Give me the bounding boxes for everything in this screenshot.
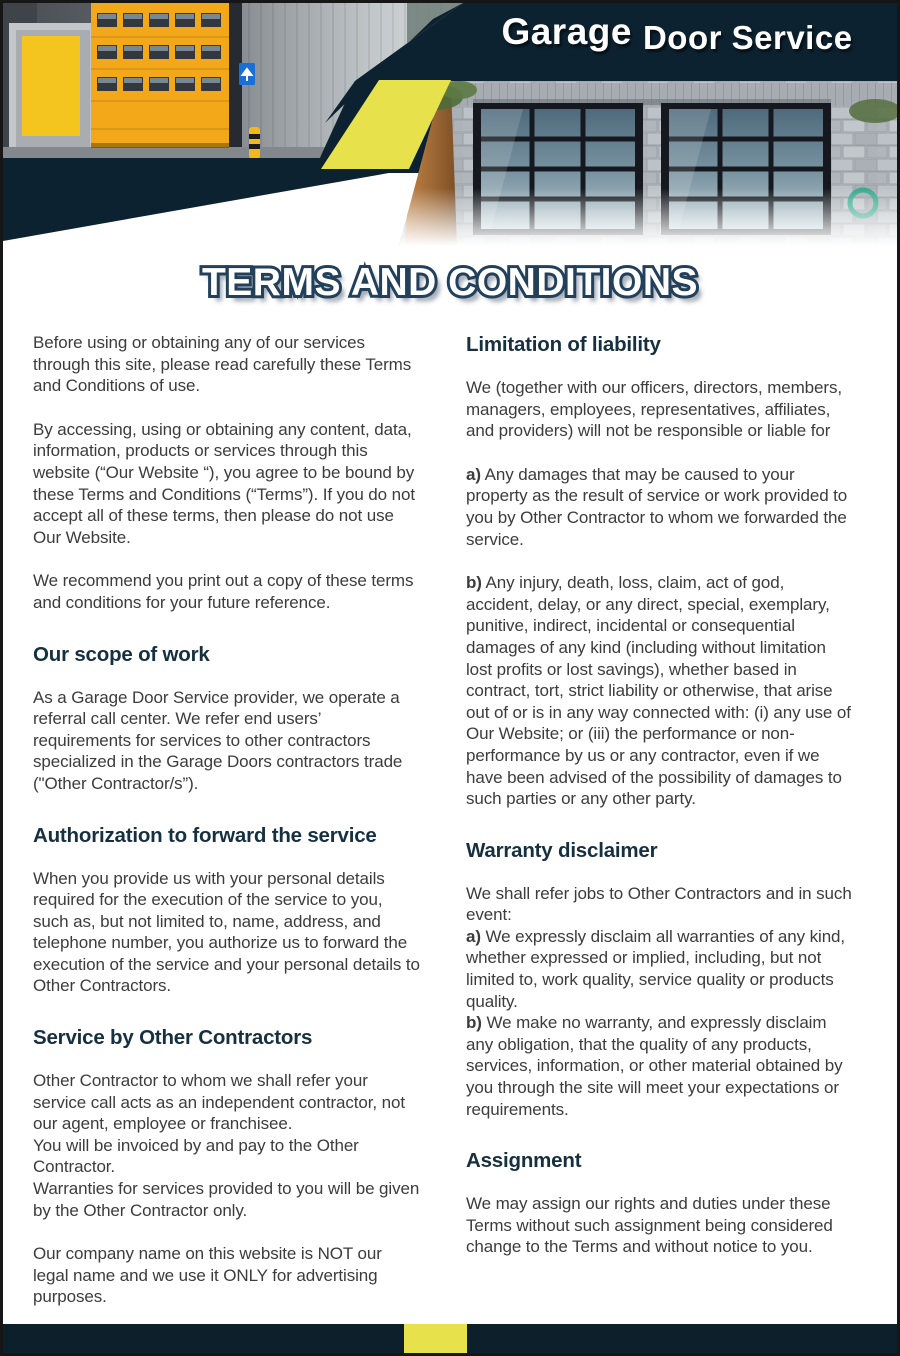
section-heading: Authorization to forward the service	[33, 823, 377, 847]
body-paragraph: We recommend you print out a copy of these terms and conditions for your future reference.	[33, 571, 414, 612]
footer-yellow-accent	[404, 1324, 467, 1353]
residential-garage-photo	[399, 81, 897, 246]
left-column	[33, 332, 420, 1330]
section-heading: Assignment	[466, 1149, 582, 1173]
section-heading: Warranty disclaimer	[466, 838, 658, 862]
header-banner	[3, 3, 897, 246]
section-heading: Service by Other Contractors	[33, 1026, 313, 1050]
section-heading: Limitation of liability	[466, 333, 661, 356]
body-paragraph: a) Any damages that may be caused to your property as the result of service or work provided to you by Other Contractor to whom we forwarded the service.	[466, 464, 848, 549]
body-paragraph: Our company name on this website is NOT our legal name and we use it ONLY for advertising purposes.	[33, 1244, 382, 1307]
brand-title	[465, 11, 889, 77]
footer-bar	[3, 1324, 897, 1353]
body-paragraph: As a Garage Door Service provider, we operate a referral call center. We refer end users’ requirements for services to other contractors specialized in the Garage Doors contractors trade ("Other Contractor/s”).	[33, 687, 403, 793]
brand-word-garage: Garage	[501, 11, 632, 52]
yellow-sign	[22, 36, 80, 136]
body-paragraph: Other Contractor to whom we shall refer your service call acts as an independent contractor, not our agent, employee or franchisee. You will be invoiced by and pay to the Other Contractor. Warranties for services provided to you will be given by the Other Contractor only.	[33, 1071, 420, 1220]
body-paragraph: We shall refer jobs to Other Contractors and in such event: a) We expressly disclaim all warranties of any kind, whether expressed or implied, including, but not limited to, work quality, service quality or products quality. b) We make no warranty, and expressly disclaim any obligation, that the quality of any products, services, information, or other material obtained by you through the site will meet your expectations or requirements.	[466, 883, 852, 1119]
body-paragraph: We may assign our rights and duties under these Terms without such assignment being considered change to the Terms and without notice to you.	[466, 1194, 833, 1257]
body-paragraph: By accessing, using or obtaining any content, data, information, products or services through this website (“Our Website “), you agree to be bound by these Terms and Conditions (“Terms”). If you do not accept all of these terms, then please do not use Our Website.	[33, 419, 415, 547]
right-column	[466, 332, 853, 1330]
terms-content	[3, 332, 897, 1330]
body-paragraph: Before using or obtaining any of our services through this site, please read carefully these Terms and Conditions of use.	[33, 333, 412, 396]
body-paragraph: When you provide us with your personal details required for the execution of the service to you, such as, but not limited to, name, address, and telephone number, you authorize us to forward the execution of the service and your personal details to Other Contractors.	[33, 868, 420, 996]
section-heading: Our scope of work	[33, 642, 210, 666]
page-title: TERMS AND CONDITIONS TERMS AND CONDITIONS	[3, 261, 897, 305]
brand-word-door-service: Door Service	[642, 19, 853, 56]
up-arrow-sign	[239, 63, 255, 85]
yellow-garage-door	[91, 3, 229, 149]
body-paragraph: b) Any injury, death, loss, claim, act of god, accident, delay, or any direct, special, exemplary, punitive, indirect, incidental or consequential damages of any kind (including without limitation lost profits or lost savings), whether based in contract, tort, strict liability or otherwise, that arise out of or is in any way connected with: (i) any use of Our Website; or (iii) the performance or non-performance by us or any contractor, even if we have been advised of the possibility of damages to such parties or any other party.	[466, 573, 851, 809]
body-paragraph: We (together with our officers, directors, members, managers, employees, representatives, affiliates, and providers) will not be responsible or liable for	[466, 378, 842, 441]
bollard	[249, 127, 260, 159]
